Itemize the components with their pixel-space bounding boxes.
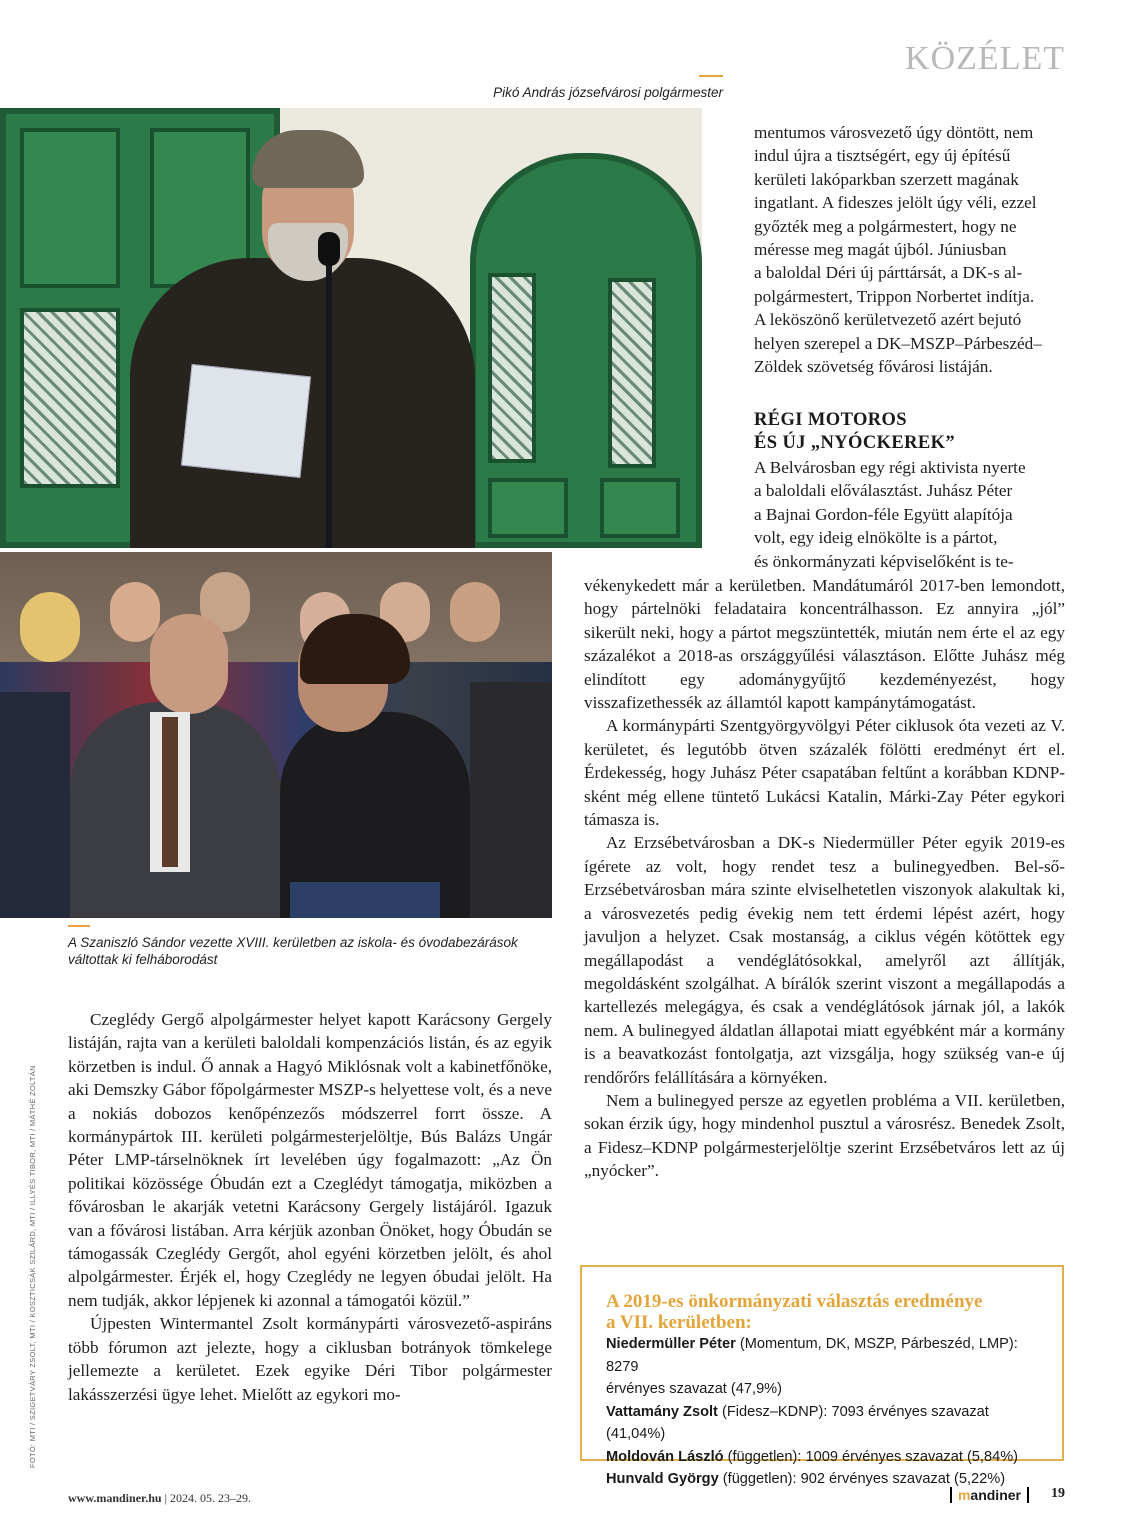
infobox-title-line-1: A 2019-es önkormányzati választás eredménye — [606, 1291, 983, 1312]
text-line: indul újra a tisztségért, egy új építésű — [754, 146, 1011, 166]
paragraph: Újpesten Wintermantel Zsolt kormánypárti városvezető-aspiráns több fórumon azt jelezte, hogy a ciklusban botrányok tömkelege jellemezte a kerületet. Ezek egyike Déri Tibor polgármester lakásszerzési ügye lehet. Mielőtt az egykori mo- — [68, 1314, 552, 1404]
man-tie — [162, 717, 178, 867]
subheading — [754, 409, 955, 455]
page-number: 19 — [1051, 1486, 1065, 1501]
paragraph: Czeglédy Gergő alpolgármester helyet kapott Karácsony Gergely listáján, rajta van a kerületi baloldali kompenzációs listán, és az egyik körzetben is indul. Ő annak a Hagyó Miklósnak volt a kabinetfőnöke, aki Demszky Gábor főpolgármester MSZP-s helyettese volt, és a neve a nokiás dobozos kenőpénzezős módszerrel forrt össze. A kormánypártok III. kerületi polgármesterjelöltje, Bús Balázs Ungár Péter LMP-társelnöknek írt levelében úgy fogalmazott: „Az Ön politikai közössége Óbudán ezt a Czeglédyt támogatja, miközben a fővárosban le akarják vetetni Karácsony Gergely listájáról. Igazuk van a fővárosi listában. Arra kérjük azonban Önöket, hogy Óbudán se támogassák Czeglédy Gergőt, ahol egyéni körzetben jelölt, és ahol alpolgármester. Érjék el, hogy Czeglédy ne legyen óbudai jelölt. Ha nem tudják, akkor lépjenek ki azonnal a támogatói közül.” — [68, 1010, 552, 1310]
text-line: Zöldek szövetség fővárosi listáján. — [754, 357, 993, 377]
woman-jeans — [290, 882, 440, 918]
text-line: kerületi lakóparkban szerzett magának — [754, 169, 1019, 189]
result-detail: (független): 1009 érvényes szavazat (5,84%) — [723, 1448, 1019, 1465]
photo-caption-bottom-line-2: váltottak ki felháborodást — [68, 952, 218, 967]
right-column-wide — [584, 574, 1065, 1183]
footer-site-link[interactable]: www.mandiner.hu — [68, 1491, 162, 1505]
text-line: a baloldal Déri új párttársát, a DK-s al- — [754, 263, 1023, 283]
door-panel — [600, 478, 680, 538]
infobox-title-line-2: a VII. kerületben: — [606, 1312, 752, 1333]
door-panel — [20, 128, 120, 288]
text-line: helyen szerepel a DK–MSZP–Párbeszéd– — [754, 333, 1042, 353]
man-head — [150, 614, 228, 714]
text-line: polgármestert, Trippon Norbertet indítja. — [754, 286, 1035, 306]
subheading-line-2: ÉS ÚJ „NYÓCKEREK” — [754, 433, 956, 453]
audience-head — [110, 582, 160, 642]
text-line: A leköszönő kerületvezető azért bejutó — [754, 310, 1022, 330]
caption-accent — [699, 75, 723, 77]
result-line — [606, 1446, 1040, 1469]
text-line: volt, egy ideig elnökölte is a pártot, — [754, 528, 998, 548]
speech-paper — [181, 364, 311, 478]
photo-credit: FOTÓ: MTI / SZIGETVÁRY ZSOLT, MTI / KOSZTICSÁK SZILÁRD, MTI / ILLYÉS TIBOR, MTI / MÁTHÉ ZOLTÁN — [28, 1065, 37, 1468]
result-line — [606, 1401, 1040, 1446]
subheading-line-1: RÉGI MOTOROS — [754, 410, 907, 430]
text-line: a baloldali előválasztást. Juhász Péter — [754, 481, 1013, 501]
footer-left: www.mandiner.hu | 2024. 05. 23–29. — [68, 1491, 251, 1505]
text-line: A Belvárosban egy régi aktivista nyerte — [754, 458, 1026, 477]
election-results-box — [580, 1265, 1064, 1487]
candidate-name: Hunvald György — [606, 1471, 719, 1487]
result-detail: (független): 902 érvényes szavazat (5,22%) — [718, 1471, 1006, 1487]
caption-accent — [68, 925, 90, 927]
result-line — [606, 1378, 1040, 1401]
photo-caption-top: Pikó András józsefvárosi polgármester — [493, 85, 723, 100]
photo-caption-bottom — [68, 934, 548, 968]
result-detail: (Momentum, DK, MSZP, Párbeszéd, LMP): 8279 — [606, 1336, 1018, 1375]
right-column-narrow — [754, 456, 1065, 573]
door-panel — [488, 478, 568, 538]
logo-m: m — [957, 1487, 971, 1503]
person-left — [0, 692, 70, 918]
logo-rest: andiner — [970, 1487, 1021, 1503]
result-detail: (Fidesz–KDNP): 7093 érvényes szavazat (41,04%) — [606, 1403, 989, 1442]
footer-date: 2024. 05. 23–29. — [167, 1491, 251, 1505]
text-line: méresse meg magát újból. Júniusban — [754, 240, 1007, 260]
text-line: mentumos városvezető úgy döntött, nem — [754, 123, 1034, 142]
paragraph: vékenykedett már a kerületben. Mandátumáról 2017-ben lemondott, hogy pártelnöki feladataira koncentrálhasson. Ez annyira „jól” sikerült neki, hogy a pártot megszüntették, miután nem érte el az egy százalékot a 2018-as országgyűlési választáson. Előtte Juhász még elindított egy adománygyűjtő kezdeményezést, hogy visszafizethessék az államtól kapott kampánytámogatást. — [584, 576, 1065, 713]
paragraph: Az Erzsébetvárosban a DK-s Niedermüller Péter egyik 2019-es ígérete az volt, hogy rendet tesz a bulinegyedben. Bel-ső-Erzsébetvárosban mára szinte elviselhetetlen viszonyok alakultak ki, a városvezetés pedig évekig nem tett érdemi lépést azért, hogy javuljon a helyzet. Csak mostanság, a ciklus végén kötöttek egy megállapodást a vendéglátósokkal, amelyről azt állítják, megoldásként szolgálhat. A bírálók szerint viszont a megállapodás a kartellezés melegágya, és csak a vendéglátósok járnak jól, a lakók nem. A bulinegyed áldatlan állapotai miatt egyébként már a kormány is a beavatkozást fontolgatja, azt vizsgálja, hogy szükség van-e új rendőrőrs felállítására a környéken. — [584, 833, 1065, 1087]
section-label: KÖZÉLET — [905, 40, 1065, 77]
microphone — [318, 232, 340, 266]
paragraph: A kormánypárti Szentgyörgyvölgyi Péter ciklusok óta vezeti az V. kerületet, és legutóbb ötven százalék fölötti eredményt ért el. Érdekesség, hogy Juhász Péter csapatában feltűnt a korábban KDNP-sként még ellene tüntető Lukácsi Katalin, Márki-Zay Péter egykori támasza is. — [584, 716, 1065, 830]
candidate-name: Niedermüller Péter — [606, 1336, 736, 1352]
paragraph: Nem a bulinegyed persze az egyetlen probléma a VII. kerületben, sokan érzik úgy, hogy mindenhol pusztul a városrész. Benedek Zsolt, a Fidesz–KDNP polgármesterjelöltje szerint Erzsébetváros lett az új „nyócker”. — [584, 1090, 1065, 1181]
audience-head — [20, 592, 80, 662]
left-column — [68, 1008, 552, 1406]
microphone-stand — [326, 238, 332, 548]
text-line: és önkormányzati képviselőként is te- — [754, 551, 1014, 571]
result-detail: érvényes szavazat (47,9%) — [606, 1381, 783, 1397]
candidate-name: Moldován László — [606, 1448, 724, 1465]
text-line: győzték meg a polgármestert, hogy ne — [754, 216, 1017, 236]
candidate-name: Vattamány Zsolt — [606, 1403, 718, 1420]
text-line: ingatlant. A fideszes jelölt úgy véli, ezzel — [754, 193, 1037, 213]
text-line: a Bajnai Gordon-féle Együtt alapítója — [754, 504, 1013, 524]
audience-head — [450, 582, 500, 642]
door-window — [488, 273, 536, 463]
door-window — [20, 308, 120, 488]
photo-audience — [0, 552, 552, 918]
person-right — [470, 682, 552, 918]
photo-caption-bottom-line-1: A Szaniszló Sándor vezette XVIII. kerületben az iskola- és óvodabezárások — [68, 935, 518, 950]
door-window — [608, 278, 656, 468]
result-line — [606, 1333, 1040, 1378]
right-column-top — [754, 121, 1065, 378]
photo-mayor-speaking — [0, 108, 702, 548]
mandiner-logo — [950, 1487, 1029, 1503]
